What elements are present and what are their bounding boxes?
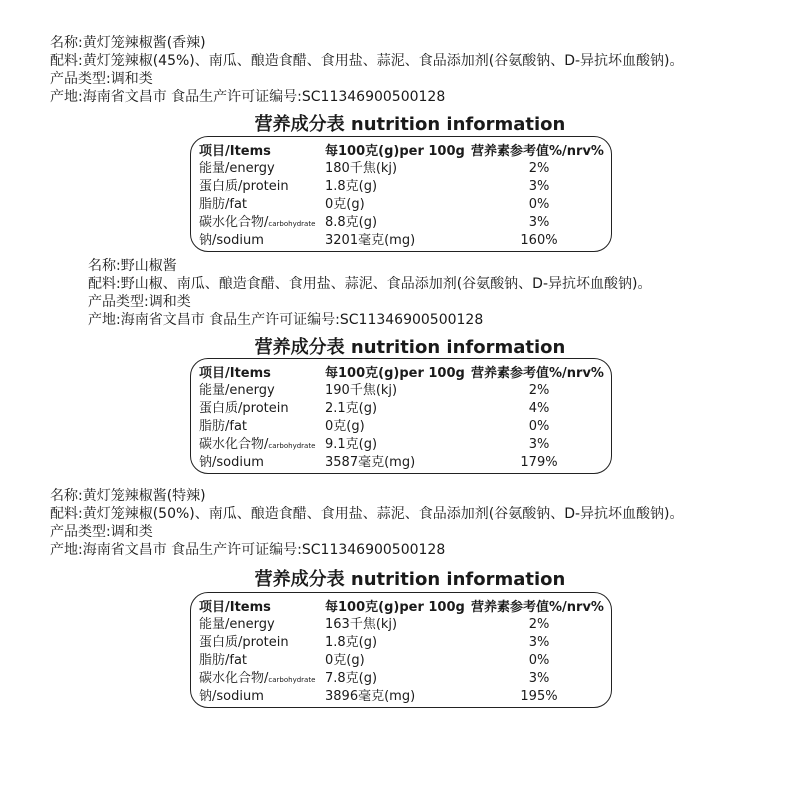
nutrition-row-protein bbox=[191, 634, 611, 652]
product-origin: 产地:海南省文昌市 食品生产许可证编号:SC11346900500128 bbox=[50, 542, 446, 558]
header-per-100g: 每100克(g)per 100g bbox=[325, 366, 465, 381]
product-type: 产品类型:调和类 bbox=[50, 524, 153, 540]
nutrient-name-small: carbohydrate bbox=[268, 676, 316, 684]
nutrition-row-carbohydrate bbox=[191, 214, 611, 232]
nutrient-name bbox=[199, 670, 315, 689]
header-per-100g: 每100克(g)per 100g bbox=[325, 600, 465, 615]
nutrient-value: 7.8克(g) bbox=[325, 671, 378, 686]
nutrient-value: 0克(g) bbox=[325, 653, 365, 668]
product-name: 名称:黄灯笼辣椒酱(特辣) bbox=[50, 488, 206, 504]
nutrition-row-fat bbox=[191, 652, 611, 670]
nutrient-nrv: 0% bbox=[528, 197, 550, 212]
nutrient-name-main: 碳水化合物/ bbox=[199, 671, 269, 686]
nutrition-row-sodium bbox=[191, 454, 611, 472]
nutrient-name: 能量/energy bbox=[199, 383, 275, 398]
nutrient-name: 蛋白质/protein bbox=[199, 635, 289, 650]
header-per-100g: 每100克(g)per 100g bbox=[325, 144, 465, 159]
nutrition-row-protein bbox=[191, 400, 611, 418]
nutrition-row-carbohydrate bbox=[191, 436, 611, 454]
nutrient-name: 钠/sodium bbox=[199, 689, 264, 704]
nutrient-name: 脂肪/fat bbox=[199, 419, 248, 434]
nutrition-table-title: 营养成分表 nutrition information bbox=[254, 114, 566, 135]
product-origin: 产地:海南省文昌市 食品生产许可证编号:SC11346900500128 bbox=[88, 312, 484, 328]
product-block-2 bbox=[88, 257, 651, 329]
product-block-3 bbox=[50, 487, 684, 559]
nutrient-nrv: 2% bbox=[528, 383, 550, 398]
product-name: 名称:黄灯笼辣椒酱(香辣) bbox=[50, 35, 206, 51]
nutrient-nrv: 0% bbox=[528, 653, 550, 668]
nutrition-row-sodium bbox=[191, 688, 611, 706]
nutrition-table bbox=[190, 358, 612, 474]
nutrient-nrv: 179% bbox=[520, 455, 558, 470]
product-ingredients: 配料:黄灯笼辣椒(50%)、南瓜、酿造食醋、食用盐、蒜泥、食品添加剂(谷氨酸钠、D-异抗坏血酸钠)。 bbox=[50, 506, 684, 522]
nutrient-name bbox=[199, 436, 315, 455]
nutrient-value: 163千焦(kj) bbox=[325, 617, 398, 632]
nutrition-table bbox=[190, 136, 612, 252]
nutrient-value: 9.1克(g) bbox=[325, 437, 378, 452]
header-nrv: 营养素参考值%/nrv% bbox=[471, 144, 604, 159]
nutrient-nrv: 3% bbox=[528, 671, 550, 686]
nutrition-header-row bbox=[191, 143, 611, 161]
nutrient-value: 0克(g) bbox=[325, 197, 365, 212]
nutrient-value: 8.8克(g) bbox=[325, 215, 378, 230]
nutrition-row-energy bbox=[191, 616, 611, 634]
nutrient-name: 蛋白质/protein bbox=[199, 401, 289, 416]
nutrient-value: 0克(g) bbox=[325, 419, 365, 434]
nutrient-value: 2.1克(g) bbox=[325, 401, 378, 416]
nutrient-value: 3896毫克(mg) bbox=[325, 689, 416, 704]
nutrient-nrv: 195% bbox=[520, 689, 558, 704]
nutrient-name: 脂肪/fat bbox=[199, 653, 248, 668]
nutrient-name-small: carbohydrate bbox=[268, 442, 316, 450]
nutrition-row-energy bbox=[191, 382, 611, 400]
nutrient-name-main: 碳水化合物/ bbox=[199, 437, 269, 452]
nutrition-table bbox=[190, 592, 612, 708]
nutrient-name: 能量/energy bbox=[199, 161, 275, 176]
product-type: 产品类型:调和类 bbox=[88, 294, 191, 310]
nutrient-nrv: 4% bbox=[528, 401, 550, 416]
nutrition-table-title: 营养成分表 nutrition information bbox=[254, 337, 566, 358]
nutrition-header-row bbox=[191, 365, 611, 383]
nutrient-nrv: 0% bbox=[528, 419, 550, 434]
header-items: 项目/Items bbox=[199, 366, 271, 381]
nutrient-value: 3201毫克(mg) bbox=[325, 233, 416, 248]
nutrition-row-carbohydrate bbox=[191, 670, 611, 688]
nutrient-value: 1.8克(g) bbox=[325, 635, 378, 650]
nutrition-row-fat bbox=[191, 418, 611, 436]
nutrient-name: 脂肪/fat bbox=[199, 197, 248, 212]
nutrient-name-small: carbohydrate bbox=[268, 220, 316, 228]
header-items: 项目/Items bbox=[199, 600, 271, 615]
product-origin: 产地:海南省文昌市 食品生产许可证编号:SC11346900500128 bbox=[50, 89, 446, 105]
nutrient-nrv: 3% bbox=[528, 437, 550, 452]
nutrition-row-fat bbox=[191, 196, 611, 214]
nutrient-value: 190千焦(kj) bbox=[325, 383, 398, 398]
nutrient-nrv: 160% bbox=[520, 233, 558, 248]
nutrient-name: 能量/energy bbox=[199, 617, 275, 632]
product-ingredients: 配料:野山椒、南瓜、酿造食醋、食用盐、蒜泥、食品添加剂(谷氨酸钠、D-异抗坏血酸钠)。 bbox=[88, 276, 652, 292]
nutrient-nrv: 3% bbox=[528, 635, 550, 650]
nutrient-name: 钠/sodium bbox=[199, 233, 264, 248]
nutrient-name-main: 碳水化合物/ bbox=[199, 215, 269, 230]
nutrient-nrv: 2% bbox=[528, 161, 550, 176]
product-ingredients: 配料:黄灯笼辣椒(45%)、南瓜、酿造食醋、食用盐、蒜泥、食品添加剂(谷氨酸钠、D-异抗坏血酸钠)。 bbox=[50, 53, 684, 69]
header-nrv: 营养素参考值%/nrv% bbox=[471, 600, 604, 615]
nutrition-header-row bbox=[191, 599, 611, 617]
product-name: 名称:野山椒酱 bbox=[88, 258, 177, 274]
nutrient-value: 3587毫克(mg) bbox=[325, 455, 416, 470]
header-nrv: 营养素参考值%/nrv% bbox=[471, 366, 604, 381]
header-items: 项目/Items bbox=[199, 144, 271, 159]
nutrition-row-energy bbox=[191, 160, 611, 178]
nutrition-row-sodium bbox=[191, 232, 611, 250]
nutrient-value: 180千焦(kj) bbox=[325, 161, 398, 176]
nutrient-value: 1.8克(g) bbox=[325, 179, 378, 194]
nutrient-name: 钠/sodium bbox=[199, 455, 264, 470]
nutrient-nrv: 2% bbox=[528, 617, 550, 632]
nutrient-nrv: 3% bbox=[528, 179, 550, 194]
nutrient-nrv: 3% bbox=[528, 215, 550, 230]
nutrient-name: 蛋白质/protein bbox=[199, 179, 289, 194]
nutrition-table-title: 营养成分表 nutrition information bbox=[254, 569, 566, 590]
nutrition-row-protein bbox=[191, 178, 611, 196]
product-type: 产品类型:调和类 bbox=[50, 71, 153, 87]
nutrient-name bbox=[199, 214, 315, 233]
product-block-1 bbox=[50, 34, 684, 106]
